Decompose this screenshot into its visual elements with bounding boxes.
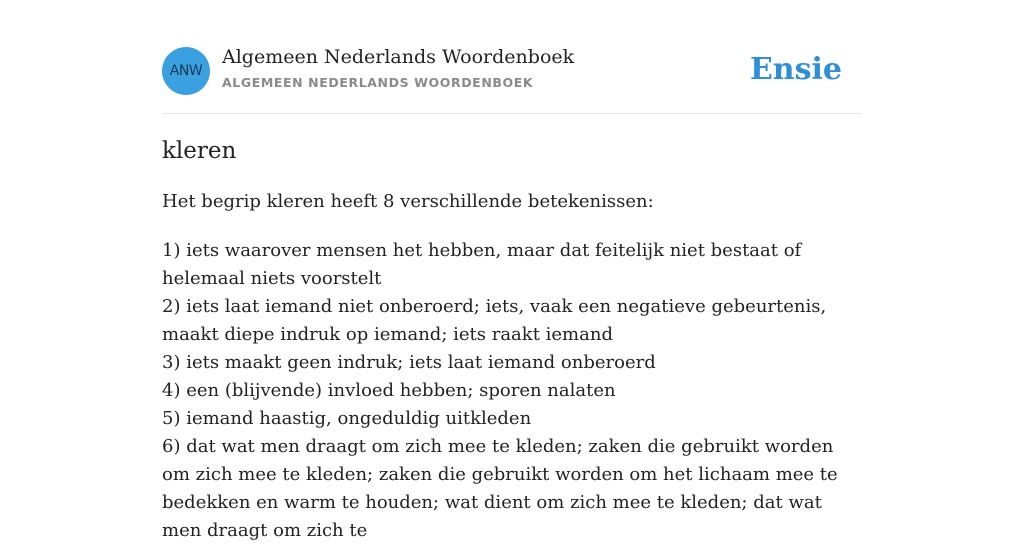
entry-intro: Het begrip kleren heeft 8 verschillende betekenissen: bbox=[162, 191, 654, 212]
source-logo[interactable] bbox=[162, 47, 210, 95]
meaning-list bbox=[162, 237, 862, 545]
header-divider bbox=[162, 113, 862, 114]
source-header bbox=[162, 46, 862, 96]
entry-word: kleren bbox=[162, 138, 237, 164]
meaning-item: 4) een (blijvende) invloed hebben; sporen nalaten bbox=[162, 380, 616, 401]
brand-logo[interactable]: Ensie bbox=[749, 52, 842, 87]
source-subtitle: ALGEMEEN NEDERLANDS WOORDENBOEK bbox=[222, 75, 534, 90]
meaning-item: 2) iets laat iemand niet onberoerd; iets, vaak een negatieve gebeurtenis, maakt diepe indruk op iemand; iets raakt iemand bbox=[162, 296, 827, 345]
meaning-item: 1) iets waarover mensen het hebben, maar dat feitelijk niet bestaat of helemaal niets voorstelt bbox=[162, 240, 802, 289]
meaning-item: 3) iets maakt geen indruk; iets laat iemand onberoerd bbox=[162, 352, 656, 373]
source-title[interactable]: Algemeen Nederlands Woordenboek bbox=[222, 46, 575, 68]
meaning-item: 5) iemand haastig, ongeduldig uitkleden bbox=[162, 408, 532, 429]
source-logo-text: ANW bbox=[169, 63, 203, 79]
page bbox=[162, 0, 862, 541]
meaning-item: 6) dat wat men draagt om zich mee te kleden; zaken die gebruikt worden om zich mee te kleden; zaken die gebruikt worden om het lichaam mee te bedekken en warm te houden; wat dient om zich mee te kleden; dat wat men draagt om zich te bbox=[162, 436, 838, 541]
